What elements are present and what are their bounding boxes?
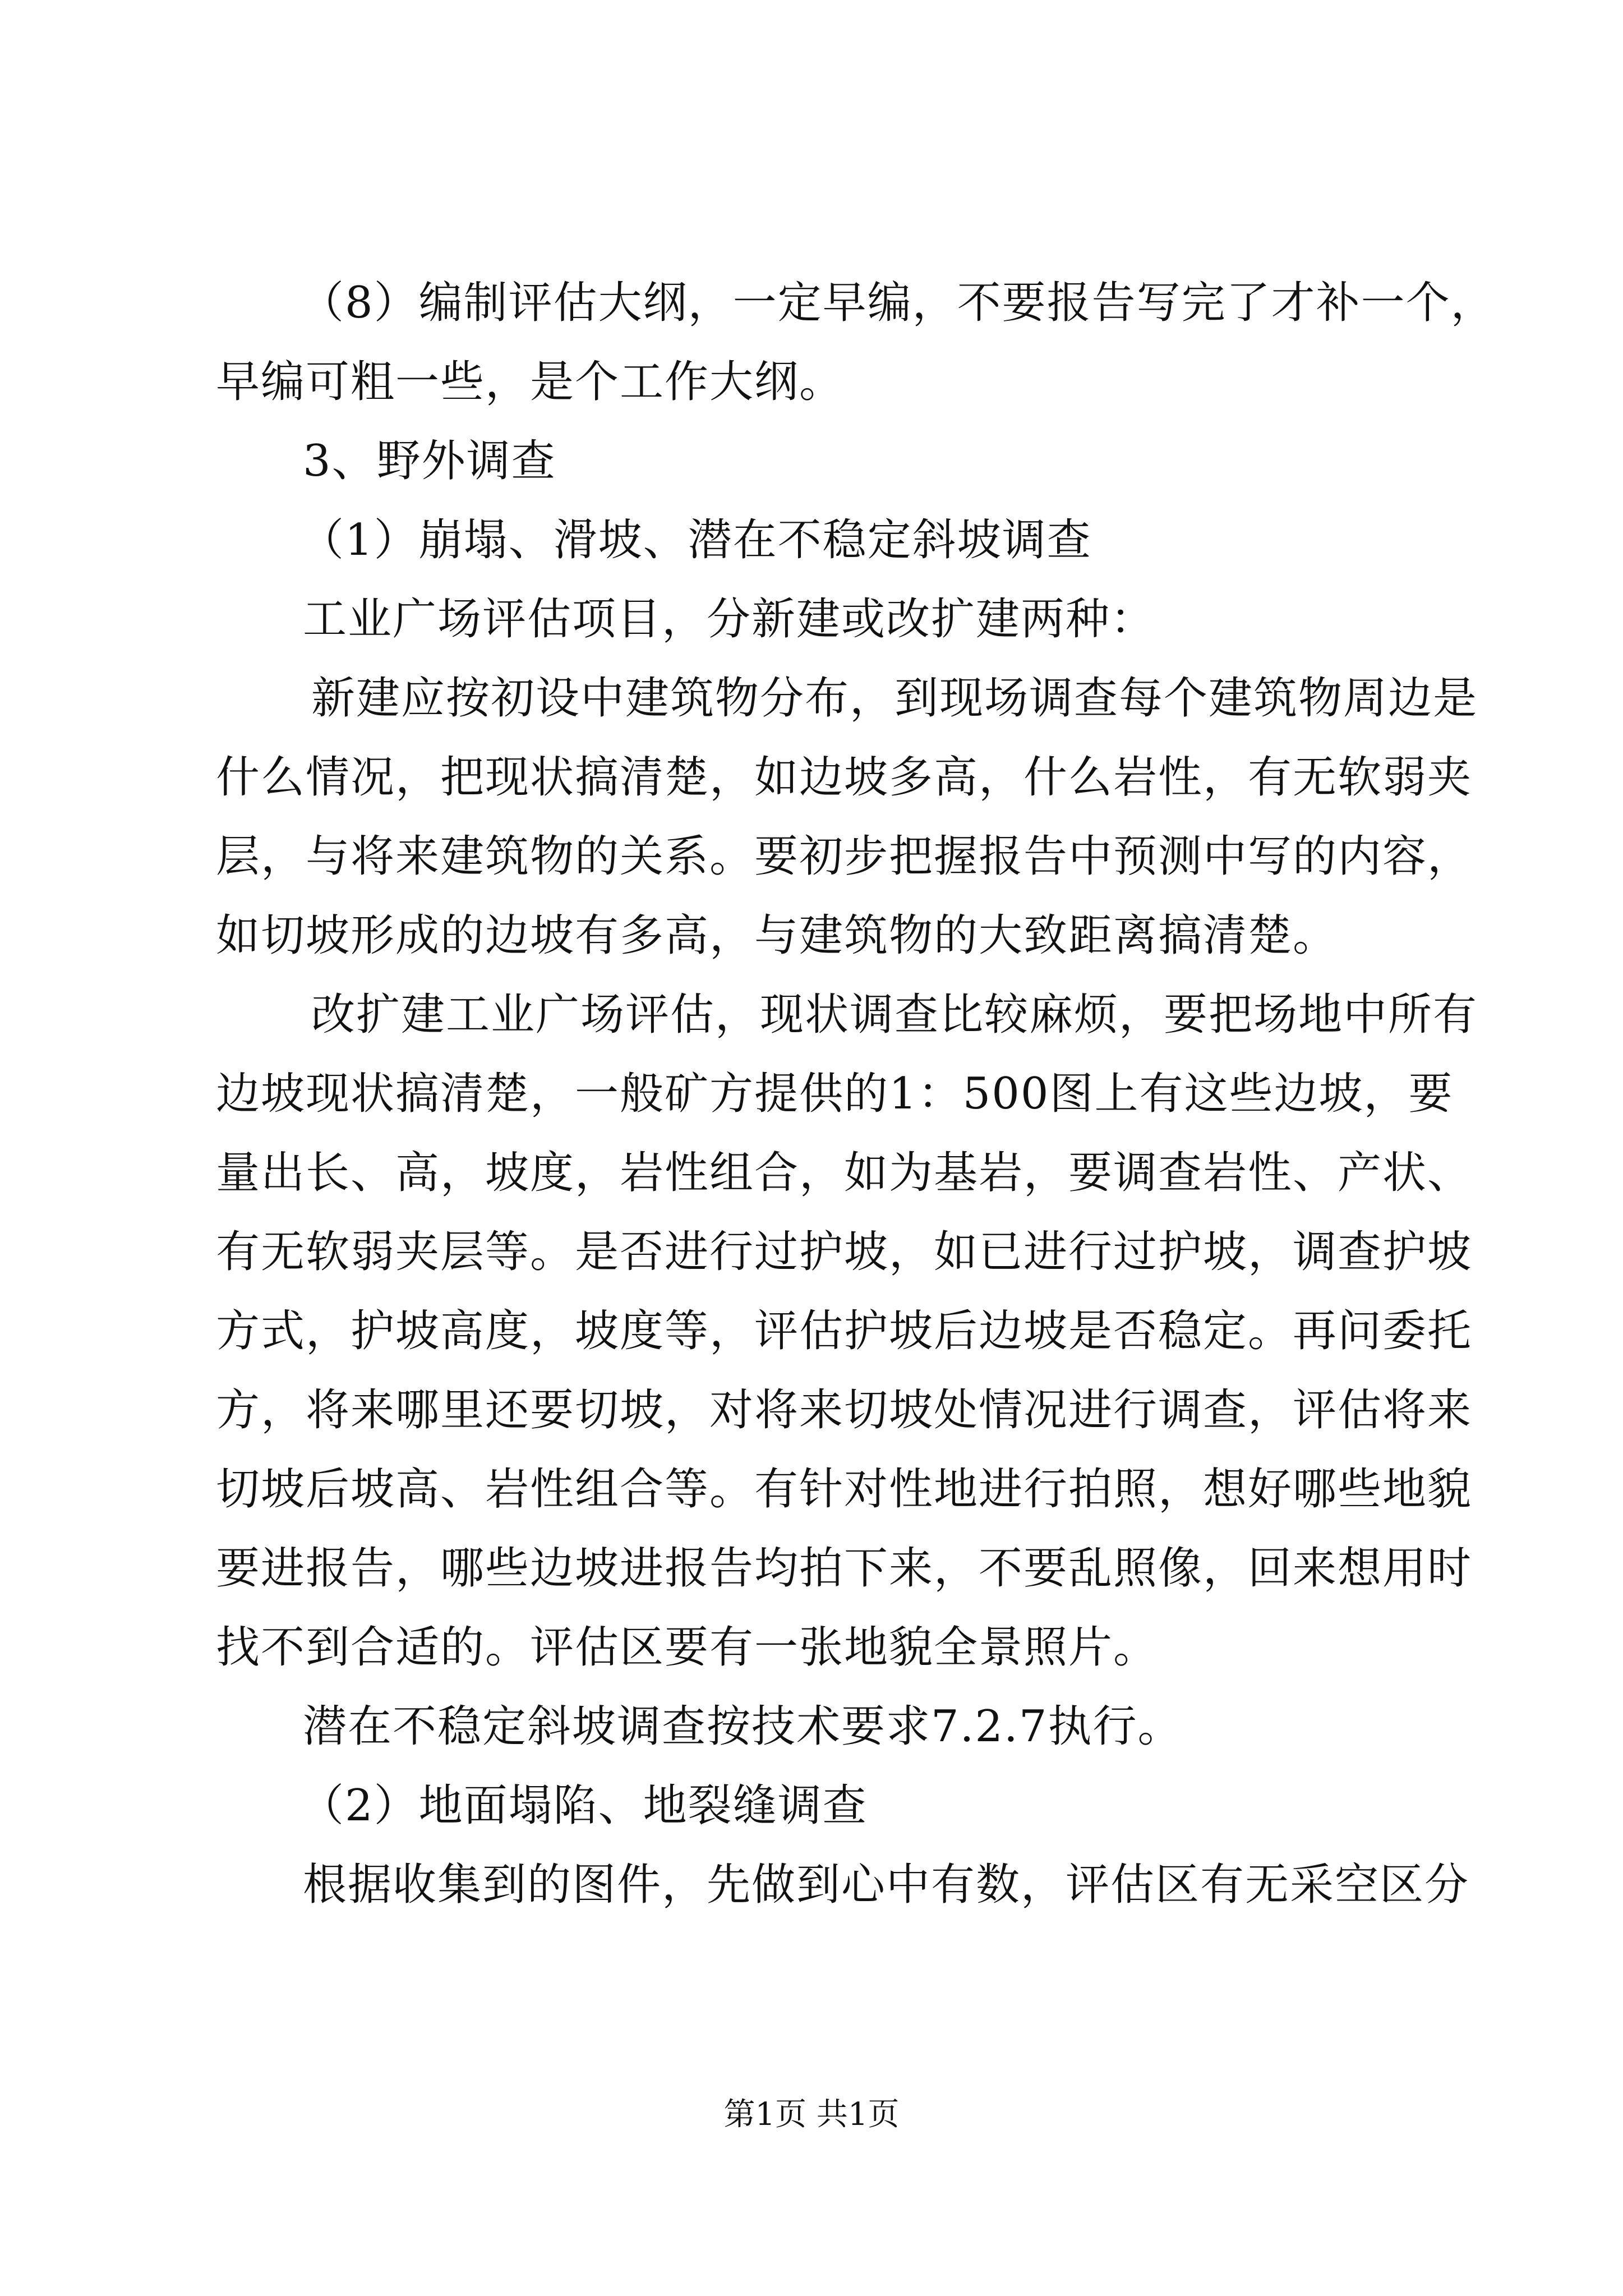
text-line: 边坡现状搞清楚，一般矿方提供的1：500图上有这些边坡，要 — [216, 1069, 1454, 1119]
text-line: 量出长、高，坡度，岩性组合，如为基岩，要调查岩性、产状、 — [216, 1148, 1473, 1198]
text-line: 找不到合适的。评估区要有一张地貌全景照片。 — [216, 1622, 1159, 1673]
document-body — [216, 264, 1496, 1925]
text-line: 切坡后坡高、岩性组合等。有针对性地进行拍照，想好哪些地貌 — [216, 1464, 1473, 1515]
text-line: 早编可粗一些，是个工作大纲。 — [216, 357, 845, 407]
subsection-heading: （2）地面塌陷、地裂缝调查 — [300, 1780, 868, 1831]
text-line: 方，将来哪里还要切坡，对将来切坡处情况进行调查，评估将来 — [216, 1385, 1473, 1435]
text-line: 如切坡形成的边坡有多高，与建筑物的大致距离搞清楚。 — [216, 910, 1338, 961]
subsection-heading: （1）崩塌、滑坡、潜在不稳定斜坡调查 — [300, 515, 1092, 565]
text-line: 潜在不稳定斜坡调查按技术要求7.2.7执行。 — [303, 1701, 1183, 1752]
text-line: 有无软弱夹层等。是否进行过护坡，如已进行过护坡，调查护坡 — [216, 1227, 1473, 1277]
text-line: 要进报告，哪些边坡进报告均拍下来，不要乱照像，回来想用时 — [216, 1543, 1473, 1594]
text-line: 什么情况，把现状搞清楚，如边坡多高，什么岩性，有无软弱夹 — [216, 752, 1473, 803]
section-heading: 3、野外调查 — [303, 436, 556, 486]
page-footer: 第1页 共1页 — [723, 2096, 900, 2133]
text-line: 工业广场评估项目，分新建或改扩建两种： — [303, 594, 1156, 645]
text-line: 层，与将来建筑物的关系。要初步把握报告中预测中写的内容， — [216, 831, 1473, 882]
text-line: 根据收集到的图件，先做到心中有数，评估区有无采空区分 — [303, 1860, 1470, 1910]
text-line: （8）编制评估大纲，一定早编，不要报告写完了才补一个， — [300, 278, 1496, 328]
text-line: 改扩建工业广场评估，现状调查比较麻烦，要把场地中所有 — [311, 990, 1478, 1040]
text-line: 方式，护坡高度，坡度等，评估护坡后边坡是否稳定。再问委托 — [216, 1306, 1473, 1356]
text-line: 新建应按初设中建筑物分布，到现场调查每个建筑物周边是 — [311, 673, 1478, 724]
